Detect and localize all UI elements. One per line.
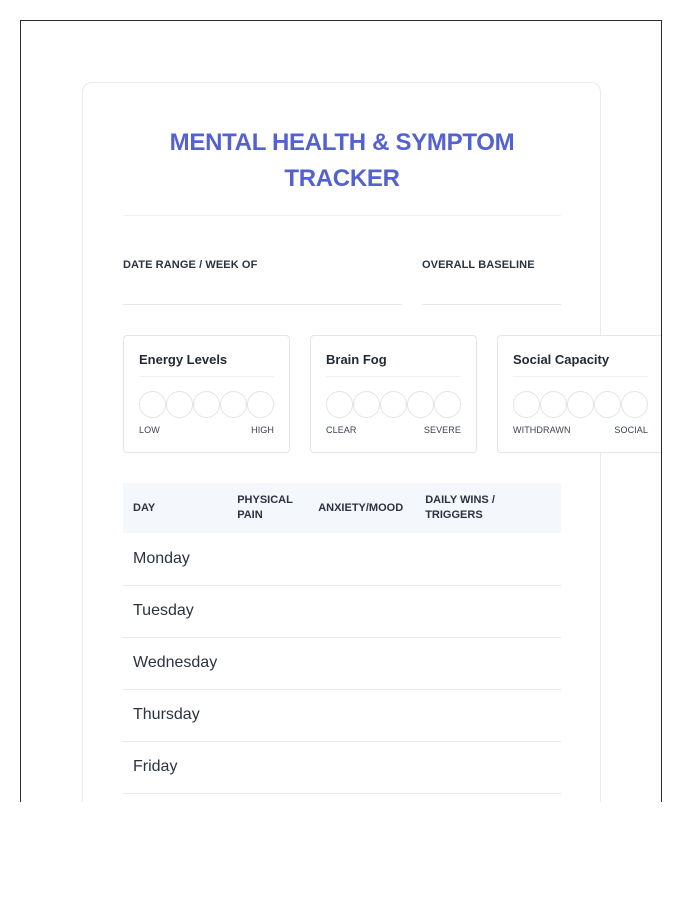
scale-low-label: LOW (139, 425, 160, 435)
wins-triggers-cell[interactable] (415, 585, 561, 637)
scale-high-label: SOCIAL (614, 425, 648, 435)
column-header-physical-pain: PHYSICAL PAIN (227, 483, 308, 533)
rating-scale (326, 391, 466, 418)
column-header-wins-triggers: DAILY WINS / TRIGGERS (415, 483, 561, 533)
rating-option-2[interactable] (353, 391, 380, 418)
rating-card-energy-levels (123, 335, 290, 453)
wins-triggers-cell[interactable] (415, 533, 561, 585)
rating-divider (326, 376, 461, 377)
table-row (123, 637, 561, 689)
rating-option-5[interactable] (434, 391, 461, 418)
baseline-label: OVERALL BASELINE (422, 259, 535, 271)
physical-pain-cell[interactable] (227, 533, 308, 585)
table-row (123, 689, 561, 741)
rating-option-4[interactable] (220, 391, 247, 418)
table-row (123, 585, 561, 637)
baseline-field[interactable] (422, 304, 561, 305)
column-header-day: DAY (123, 483, 227, 533)
rating-divider (513, 376, 648, 377)
title-divider (123, 215, 561, 216)
rating-option-5[interactable] (621, 391, 648, 418)
scale-low-label: WITHDRAWN (513, 425, 571, 435)
day-cell: Wednesday (123, 637, 227, 689)
rating-option-3[interactable] (567, 391, 594, 418)
rating-divider (139, 376, 274, 377)
rating-option-4[interactable] (594, 391, 621, 418)
date-range-label: DATE RANGE / WEEK OF (123, 259, 258, 271)
rating-option-2[interactable] (540, 391, 567, 418)
physical-pain-cell[interactable] (227, 637, 308, 689)
rating-option-3[interactable] (380, 391, 407, 418)
physical-pain-cell[interactable] (227, 585, 308, 637)
wins-triggers-cell[interactable] (415, 689, 561, 741)
wins-triggers-cell[interactable] (415, 741, 561, 793)
anxiety-mood-cell[interactable] (308, 689, 415, 741)
daily-log-table (123, 483, 561, 794)
physical-pain-cell[interactable] (227, 741, 308, 793)
date-range-field[interactable] (123, 304, 402, 305)
rating-card-brain-fog (310, 335, 477, 453)
rating-title: Energy Levels (139, 352, 228, 367)
rating-option-1[interactable] (513, 391, 540, 418)
page-viewport (20, 20, 662, 802)
anxiety-mood-cell[interactable] (308, 585, 415, 637)
tracker-sheet (82, 82, 648, 802)
rating-option-4[interactable] (407, 391, 434, 418)
rating-card-social-capacity (497, 335, 662, 453)
rating-scale (513, 391, 653, 418)
rating-option-3[interactable] (193, 391, 220, 418)
day-cell: Tuesday (123, 585, 227, 637)
rating-option-1[interactable] (139, 391, 166, 418)
day-cell: Monday (123, 533, 227, 585)
day-cell: Friday (123, 741, 227, 793)
physical-pain-cell[interactable] (227, 689, 308, 741)
table-row (123, 741, 561, 793)
scale-high-label: SEVERE (423, 425, 461, 435)
anxiety-mood-cell[interactable] (308, 741, 415, 793)
table-row (123, 533, 561, 585)
scale-low-label: CLEAR (326, 425, 357, 435)
rating-option-1[interactable] (326, 391, 353, 418)
table-header-row (123, 483, 561, 533)
column-header-anxiety-mood: ANXIETY/MOOD (308, 483, 415, 533)
anxiety-mood-cell[interactable] (308, 637, 415, 689)
rating-title: Brain Fog (326, 352, 387, 367)
page-title: MENTAL HEALTH & SYMPTOM TRACKER (169, 129, 515, 192)
rating-option-5[interactable] (247, 391, 274, 418)
wins-triggers-cell[interactable] (415, 637, 561, 689)
anxiety-mood-cell[interactable] (308, 533, 415, 585)
rating-title: Social Capacity (513, 352, 610, 367)
rating-scale (139, 391, 279, 418)
day-cell: Thursday (123, 689, 227, 741)
scale-high-label: HIGH (251, 425, 274, 435)
rating-option-2[interactable] (166, 391, 193, 418)
